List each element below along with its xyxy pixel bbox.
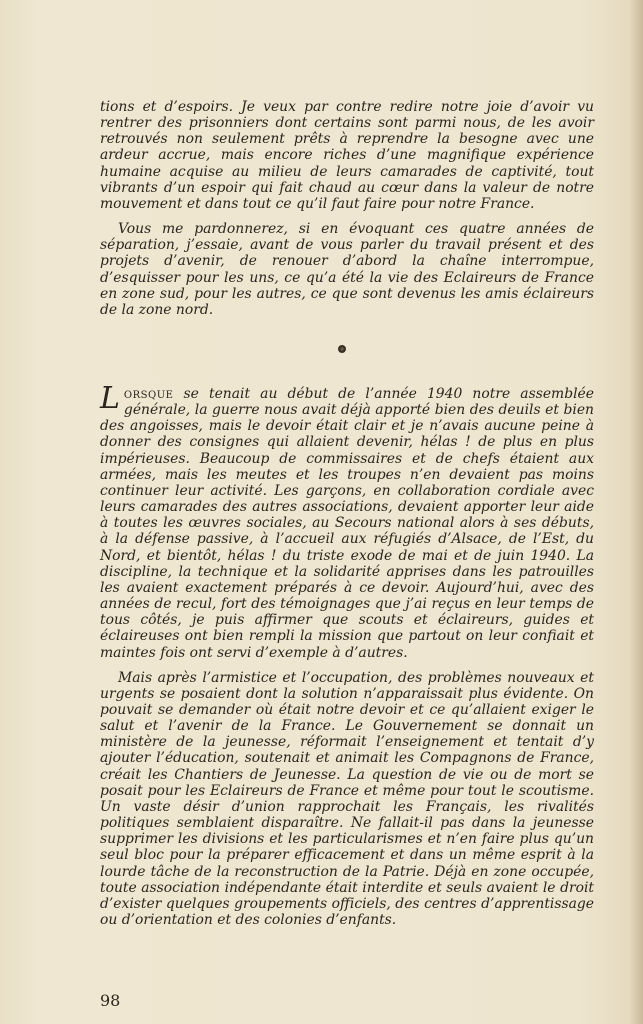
paragraph-armistice: Mais après l’armistice et l’occupation, des problèmes nouveaux et urgents se posaient dont la solution n’apparaissait plus évidente. On pouvait se demander où était notre devoir et ce qu’allaient exiger le salut et l’avenir de la France. Le Gouvernement se donnait un ministère de la jeunesse, réformait l’enseignement et tentait d’y ajouter l’éducation, soutenait et animait les Compagnons de France, créait les Chantiers de Jeunesse. La question de vie ou de mort se posait pour les Eclaireurs de France et même pour tout le scoutisme. Un vaste désir d’union rapprochait les Français, les rivalités politiques semblaient disparaître. Ne fallait-il pas dans la jeunesse supprimer les divisions et les particularismes et n’en faire plus qu’un seul bloc pour la préparer efficacement et dans un même esprit à la lourde tâche de la reconstruction de la Patrie. Déjà en zone occupée, toute association indépendante était interdite et seuls avaient le droit d’exister quelques groupements officiels, des centres d’apprentissage ou d’orientation et des colonies d’enfants. — [100, 669, 594, 928]
section-two — [100, 381, 594, 928]
paragraph-body: se tenait au début de l’année 1940 notre assemblée générale, la guerre nous avait déjà apporté bien des deuils et bien des angoisses, mais le devoir était clair et je n’avais aucune peine à donner des consignes qui allaient devenir, hélas ! de plus en plus impérieuses. Beaucoup de commissaires et de chefs étaient aux armées, mais les meutes et les troupes n’en devaient pas moins continuer leur activité. Les garçons, en collaboration cordiale avec leurs camarades des autres associations, devaient apporter leur aide à toutes les œuvres sociales, au Secours national alors à ses débuts, à la défense passive, à l’accueil aux réfugiés d’Alsace, de l’Est, du Nord, et bientôt, hélas ! du triste exode de mai et de juin 1940. La discipline, la technique et la solidarité apprises dans les patrouilles les avaient exactement préparés à ce devoir. Aujourd’hui, avec des années de recul, fort des témoignages que j’ai reçus en leur temps de tous côtés, je puis affirmer que scouts et éclaireurs, guides et éclaireuses ont bien rempli la mission que partout on leur confiait et maintes fois ont servi d’exemple à d’autres. — [100, 386, 594, 661]
lead-smallcaps: orsque — [123, 386, 174, 402]
drop-cap-letter: L — [100, 381, 120, 416]
bullet-ornament-icon — [337, 344, 347, 354]
section-one — [100, 99, 594, 318]
paragraph-1940-assembly — [100, 381, 594, 661]
paragraph-separation: Vous me pardonnerez, si en évoquant ces quatre années de séparation, j’essaie, avant de vous parler du travail présent et des projets d’avenir, de renouer d’abord la chaîne interrompue, d’esquisser pour les uns, ce qu’a été la vie des Eclaireurs de France en zone sud, pour les autres, ce que sont devenus les amis éclaireurs de la zone nord. — [100, 221, 594, 318]
page-number: 98 — [100, 991, 121, 1010]
paragraph-continued: tions et d’espoirs. Je veux par contre redire notre joie d’avoir vu rentrer des prisonniers dont certains sont parmi nous, de les avoir retrouvés non seulement prêts à reprendre la besogne avec une ardeur accrue, mais encore riches d’une magnifique expérience humaine acquise au milieu de leurs camarades de captivité, tout vibrants d’un espoir qui fait chaud au cœur dans la valeur de notre mouvement et dans tout ce qu’il faut faire pour notre France. — [100, 99, 594, 212]
